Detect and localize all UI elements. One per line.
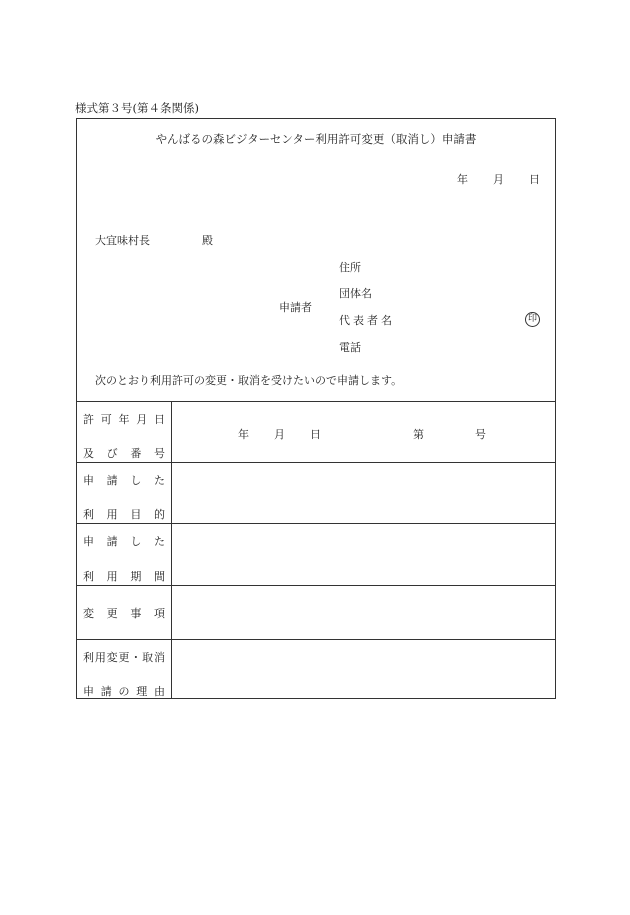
date-year-label: 年 xyxy=(457,173,468,186)
row-period-label-line2: 利 用 期 間 xyxy=(83,570,165,583)
table-top-line xyxy=(77,401,555,402)
addressee: 大宜味村長 xyxy=(95,234,150,247)
permit-day-label: 日 xyxy=(310,428,321,441)
row-reason-label-line2: 申 請 の 理 由 xyxy=(83,685,165,698)
row-changes-label: 変 更 事 項 xyxy=(83,607,165,620)
row-divider xyxy=(77,585,555,586)
row-reason-label-line1: 利 用 変 更 ・ 取 消 xyxy=(83,651,165,664)
statement-text: 次のとおり利用許可の変更・取消を受けたいので申請します。 xyxy=(95,374,403,387)
permit-number-suffix: 号 xyxy=(475,428,486,441)
row-divider xyxy=(77,639,555,640)
representative-label: 代表者名 xyxy=(339,314,395,327)
permit-year-label: 年 xyxy=(238,428,249,441)
permit-month-label: 月 xyxy=(274,428,285,441)
form-title: やんばるの森ビジターセンター利用許可変更（取消し）申請書 xyxy=(155,132,477,146)
row-divider xyxy=(77,523,555,524)
phone-label: 電話 xyxy=(339,341,361,354)
row-purpose-label-line2: 利 用 目 的 xyxy=(83,508,165,521)
applicant-label: 申請者 xyxy=(279,301,312,314)
honorific: 殿 xyxy=(202,234,213,247)
form-number-label: 様式第３号(第４条関係) xyxy=(75,101,199,115)
row-permit-label-line1: 許 可 年 月 日 xyxy=(83,413,165,426)
address-label: 住所 xyxy=(339,261,361,274)
organization-label: 団体名 xyxy=(339,287,372,300)
row-permit-label-line2: 及 び 番 号 xyxy=(83,447,165,460)
row-purpose-label-line1: 申 請 し た xyxy=(83,474,165,487)
label-column-divider xyxy=(171,401,172,698)
row-divider xyxy=(77,462,555,463)
row-period-label-line1: 申 請 し た xyxy=(83,535,165,548)
permit-number-prefix: 第 xyxy=(413,428,424,441)
date-month-label: 月 xyxy=(493,173,504,186)
seal-icon: 印 xyxy=(525,312,540,327)
application-form-frame xyxy=(76,118,556,699)
date-day-label: 日 xyxy=(529,173,540,186)
